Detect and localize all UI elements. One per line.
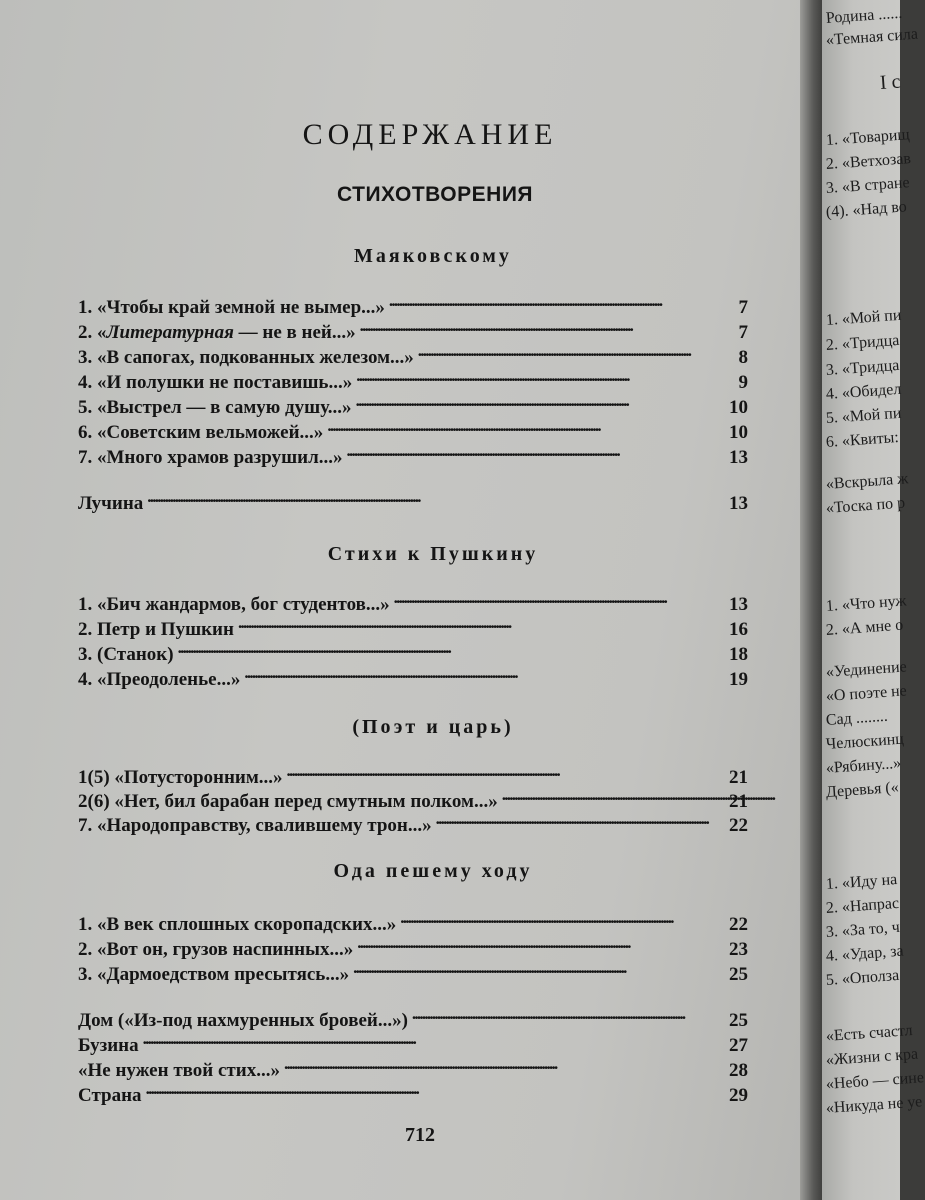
toc-entry[interactable] [78, 314, 748, 343]
entry-title: 1. «В век сплошных скоропадских...» [78, 914, 397, 935]
entry-page: 21 [729, 767, 748, 788]
entry-page: 22 [729, 815, 748, 836]
facing-line: 4. «Удар, за [825, 942, 905, 965]
toc-entry[interactable] [78, 906, 748, 935]
leader-dots [143, 1027, 722, 1051]
facing-line: «Жизни с кра [825, 1045, 919, 1069]
facing-line: 2. «Напрас [825, 894, 900, 917]
leader-dots [356, 389, 722, 413]
entry-title: 1. «Бич жандармов, бог студентов...» [78, 594, 390, 615]
leader-dots [146, 1077, 722, 1101]
facing-line: «Рябину...» [825, 754, 902, 777]
facing-line: «Тоска по р [825, 494, 906, 517]
toc-entry[interactable] [78, 586, 748, 615]
leader-dots [502, 783, 722, 807]
entry-page: 9 [738, 372, 748, 393]
toc-entry[interactable] [78, 661, 748, 690]
facing-line: Деревья (« [825, 778, 900, 801]
leader-dots [244, 661, 722, 685]
entry-page: 13 [729, 594, 748, 615]
facing-line: 5. «Ополза [825, 966, 900, 989]
facing-page [822, 0, 925, 1200]
toc-entry[interactable] [78, 389, 748, 418]
entry-title: 4. «Преодоленье...» [78, 669, 241, 690]
entry-page: 13 [729, 493, 748, 514]
entry-title: 2. «Литературная — не в ней...» [78, 322, 356, 343]
entry-page: 25 [729, 1010, 748, 1031]
entry-title: 3. (Станок) [78, 644, 174, 665]
toc-entry[interactable] [78, 759, 748, 788]
toc-entry[interactable] [78, 636, 748, 665]
facing-line: «Есть счастл [825, 1021, 914, 1045]
facing-line: 1. «Что нуж [825, 592, 907, 615]
facing-line: 1. «Мой пи [825, 306, 902, 329]
leader-dots [389, 289, 722, 313]
entry-title: Дом («Из-под нахмуренных бровей...») [78, 1010, 408, 1031]
toc-entry[interactable] [78, 439, 748, 468]
leader-dots [356, 364, 722, 388]
section-title: (Поэт и царь) [352, 716, 514, 738]
toc-entry[interactable] [78, 364, 748, 393]
section-title: Ода пешему ходу [333, 860, 533, 882]
toc-entry[interactable] [78, 783, 748, 812]
leader-dots [287, 759, 722, 783]
toc-entry[interactable] [78, 1077, 748, 1106]
entry-page: 7 [738, 322, 748, 343]
facing-line: «Вскрыла ж [825, 470, 909, 493]
entry-page: 16 [729, 619, 748, 640]
leader-dots [147, 485, 722, 509]
section-title: Стихи к Пушкину [327, 543, 539, 565]
facing-line: 3. «В стране [825, 174, 911, 197]
facing-line: 6. «Квиты: [825, 428, 900, 451]
entry-page: 28 [729, 1060, 748, 1081]
entry-page: 10 [729, 397, 748, 418]
leader-dots [238, 611, 722, 635]
leader-dots [436, 807, 722, 831]
entry-title: 1(5) «Потусторонним...» [78, 767, 283, 788]
toc-entry[interactable] [78, 1052, 748, 1081]
entry-page: 29 [729, 1085, 748, 1106]
facing-line: I с [879, 70, 902, 94]
entry-title: Бузина [78, 1035, 139, 1056]
section-title: Маяковскому [354, 245, 512, 267]
entry-page: 22 [729, 914, 748, 935]
facing-line: 3. «Тридца [825, 356, 900, 379]
leader-dots [178, 636, 722, 660]
facing-line: 1. «Иду на [825, 871, 898, 893]
entry-page: 23 [729, 939, 748, 960]
book-gutter [800, 0, 824, 1200]
entry-title: 3. «Дармоедством пресытясь...» [78, 964, 350, 985]
entry-title: 2(6) «Нет, бил барабан перед смутным полком...» [78, 791, 498, 812]
leader-dots [394, 586, 722, 610]
entry-page: 13 [729, 447, 748, 468]
toc-entry[interactable] [78, 1002, 748, 1031]
leader-dots [400, 906, 722, 930]
facing-line: Челюскинц [825, 730, 905, 753]
toc-entry[interactable] [78, 956, 748, 985]
entry-title: 7. «Много храмов разрушил...» [78, 447, 343, 468]
entry-title: 2. Петр и Пушкин [78, 619, 234, 640]
leader-dots [412, 1002, 722, 1026]
entry-title: 2. «Вот он, грузов наспинных...» [78, 939, 354, 960]
facing-line: «Небо — сине [825, 1069, 925, 1093]
facing-line: 2. «Тридца [825, 331, 900, 354]
leader-dots [360, 314, 722, 338]
entry-title: 7. «Народоправству, свалившему трон...» [78, 815, 432, 836]
page-number: 712 [405, 1124, 435, 1146]
facing-line: 2. «А мне о [825, 616, 904, 639]
toc-entry[interactable] [78, 807, 748, 836]
entry-page: 10 [729, 422, 748, 443]
entry-title: 3. «В сапогах, подкованных железом...» [78, 347, 414, 368]
toc-entry[interactable] [78, 339, 748, 368]
entry-title: 4. «И полушки не поставишь...» [78, 372, 353, 393]
facing-line: 1. «Товарищ [825, 126, 911, 149]
entry-title: «Не нужен твой стих...» [78, 1060, 280, 1081]
toc-entry[interactable] [78, 1027, 748, 1056]
entry-title: Лучина [78, 493, 144, 514]
toc-entry[interactable] [78, 414, 748, 443]
entry-page: 8 [738, 347, 748, 368]
facing-line: Сад ........ [825, 707, 889, 729]
section-heading: СТИХОТВОРЕНИЯ [336, 183, 534, 206]
facing-line: «Темная сила [825, 25, 919, 49]
toc-entry[interactable] [78, 289, 748, 318]
leader-dots [347, 439, 723, 463]
entry-title: 1. «Чтобы край земной не вымер...» [78, 297, 385, 318]
toc-entry[interactable] [78, 611, 748, 640]
leader-dots [327, 414, 722, 438]
entry-page: 18 [729, 644, 748, 665]
facing-line: (4). «Над во [825, 198, 908, 221]
entry-page: 21 [729, 791, 748, 812]
entry-page: 7 [738, 297, 748, 318]
entry-page: 27 [729, 1035, 748, 1056]
leader-dots [357, 931, 722, 955]
toc-entry[interactable] [78, 931, 748, 960]
leader-dots [418, 339, 722, 363]
facing-line: 4. «Обидел [825, 380, 902, 403]
entry-page: 19 [729, 669, 748, 690]
entry-title: 5. «Выстрел — в самую душу...» [78, 397, 352, 418]
entry-title: Страна [78, 1085, 142, 1106]
entry-page: 25 [729, 964, 748, 985]
facing-line: 3. «За то, ч [825, 918, 901, 941]
leader-dots [284, 1052, 722, 1076]
facing-line: Родина ...... [825, 4, 903, 27]
facing-line: 5. «Мой пи [825, 404, 902, 427]
facing-line: «Уединение [825, 658, 908, 681]
facing-line: «О поэте не [825, 682, 908, 705]
page-heading: СОДЕРЖАНИЕ [302, 118, 558, 151]
facing-line: 2. «Ветхозав [825, 150, 912, 173]
toc-entry[interactable] [78, 485, 748, 514]
leader-dots [353, 956, 722, 980]
entry-title: 6. «Советским вельможей...» [78, 422, 324, 443]
facing-line: «Никуда не уе [825, 1093, 923, 1117]
